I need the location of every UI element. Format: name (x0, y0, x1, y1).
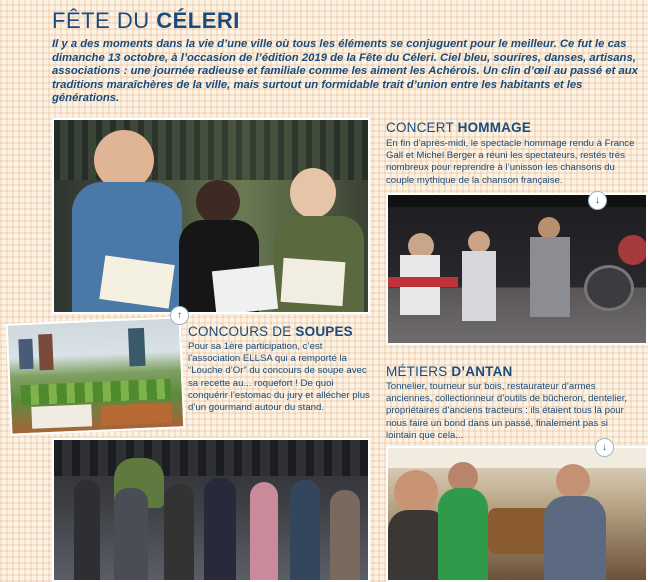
title-bold: CÉLERI (156, 8, 240, 33)
arrow-down-icon: ↓ (588, 191, 607, 210)
intro-paragraph: Il y a des moments dans la vie d’une ville où tous les éléments se conjuguent pour le meilleur. Ce fut le cas dimanche 13 octobre, à l’occasion de l’édition 2019 de la Fête du Céleri. Ciel bleu, sourires, danses, artisans, associations : une journée radieuse et familiale comme les aiment les Achérois. Un clin d’œil au passé et aux traditions maraîchères de la ville, mais surtout un formidable trait d’union entre les habitants et les générations. (52, 38, 638, 104)
soupes-text: Pour sa 1ère participation, c’est l’association ELLSA qui a remporté la “Louche d’Or” du concours de soupe avec sa recette au... roquefort ! De quoi conquérir l’estomac du jury et allécher plus d’un gourmand autour du stand. (188, 341, 370, 414)
section-title-soupes (188, 324, 353, 339)
soupes-title-light: CONCOURS DE (188, 324, 296, 339)
concert-title-light: CONCERT (386, 120, 458, 135)
page-title (52, 8, 240, 34)
metiers-title-light: MÉTIERS (386, 364, 452, 379)
photo-woodwork (386, 446, 648, 582)
arrow-down-icon: ↓ (595, 438, 614, 457)
concert-title-bold: HOMMAGE (457, 120, 532, 135)
photo-vegetable-stall (6, 316, 186, 436)
arrow-up-icon: ↑ (170, 306, 189, 325)
photo-concert (386, 193, 648, 345)
metiers-text: Tonnelier, tourneur sur bois, restaurateur d’armes anciennes, collectionneur d’outils de bûcheron, dentelier, propriétaires d’anciens tracteurs : ils étaient tous là pour nous faire un bond dans un passé, finalement pas si lointain que cela... (386, 381, 628, 441)
soupes-title-bold: SOUPES (295, 324, 353, 339)
concert-text: En fin d’après-midi, le spectacle hommage rendu à France Gall et Michel Berger a réuni les spectateurs, restés très nombreux pour reprendre à l’unisson les chansons du couple mythique de la chanson française. (386, 138, 635, 186)
photo-award-winners (52, 118, 370, 314)
section-title-metiers (386, 364, 513, 379)
title-light: FÊTE DU (52, 8, 157, 33)
section-title-concert (386, 120, 531, 135)
metiers-title-bold: D’ANTAN (451, 364, 513, 379)
photo-group (52, 438, 370, 582)
